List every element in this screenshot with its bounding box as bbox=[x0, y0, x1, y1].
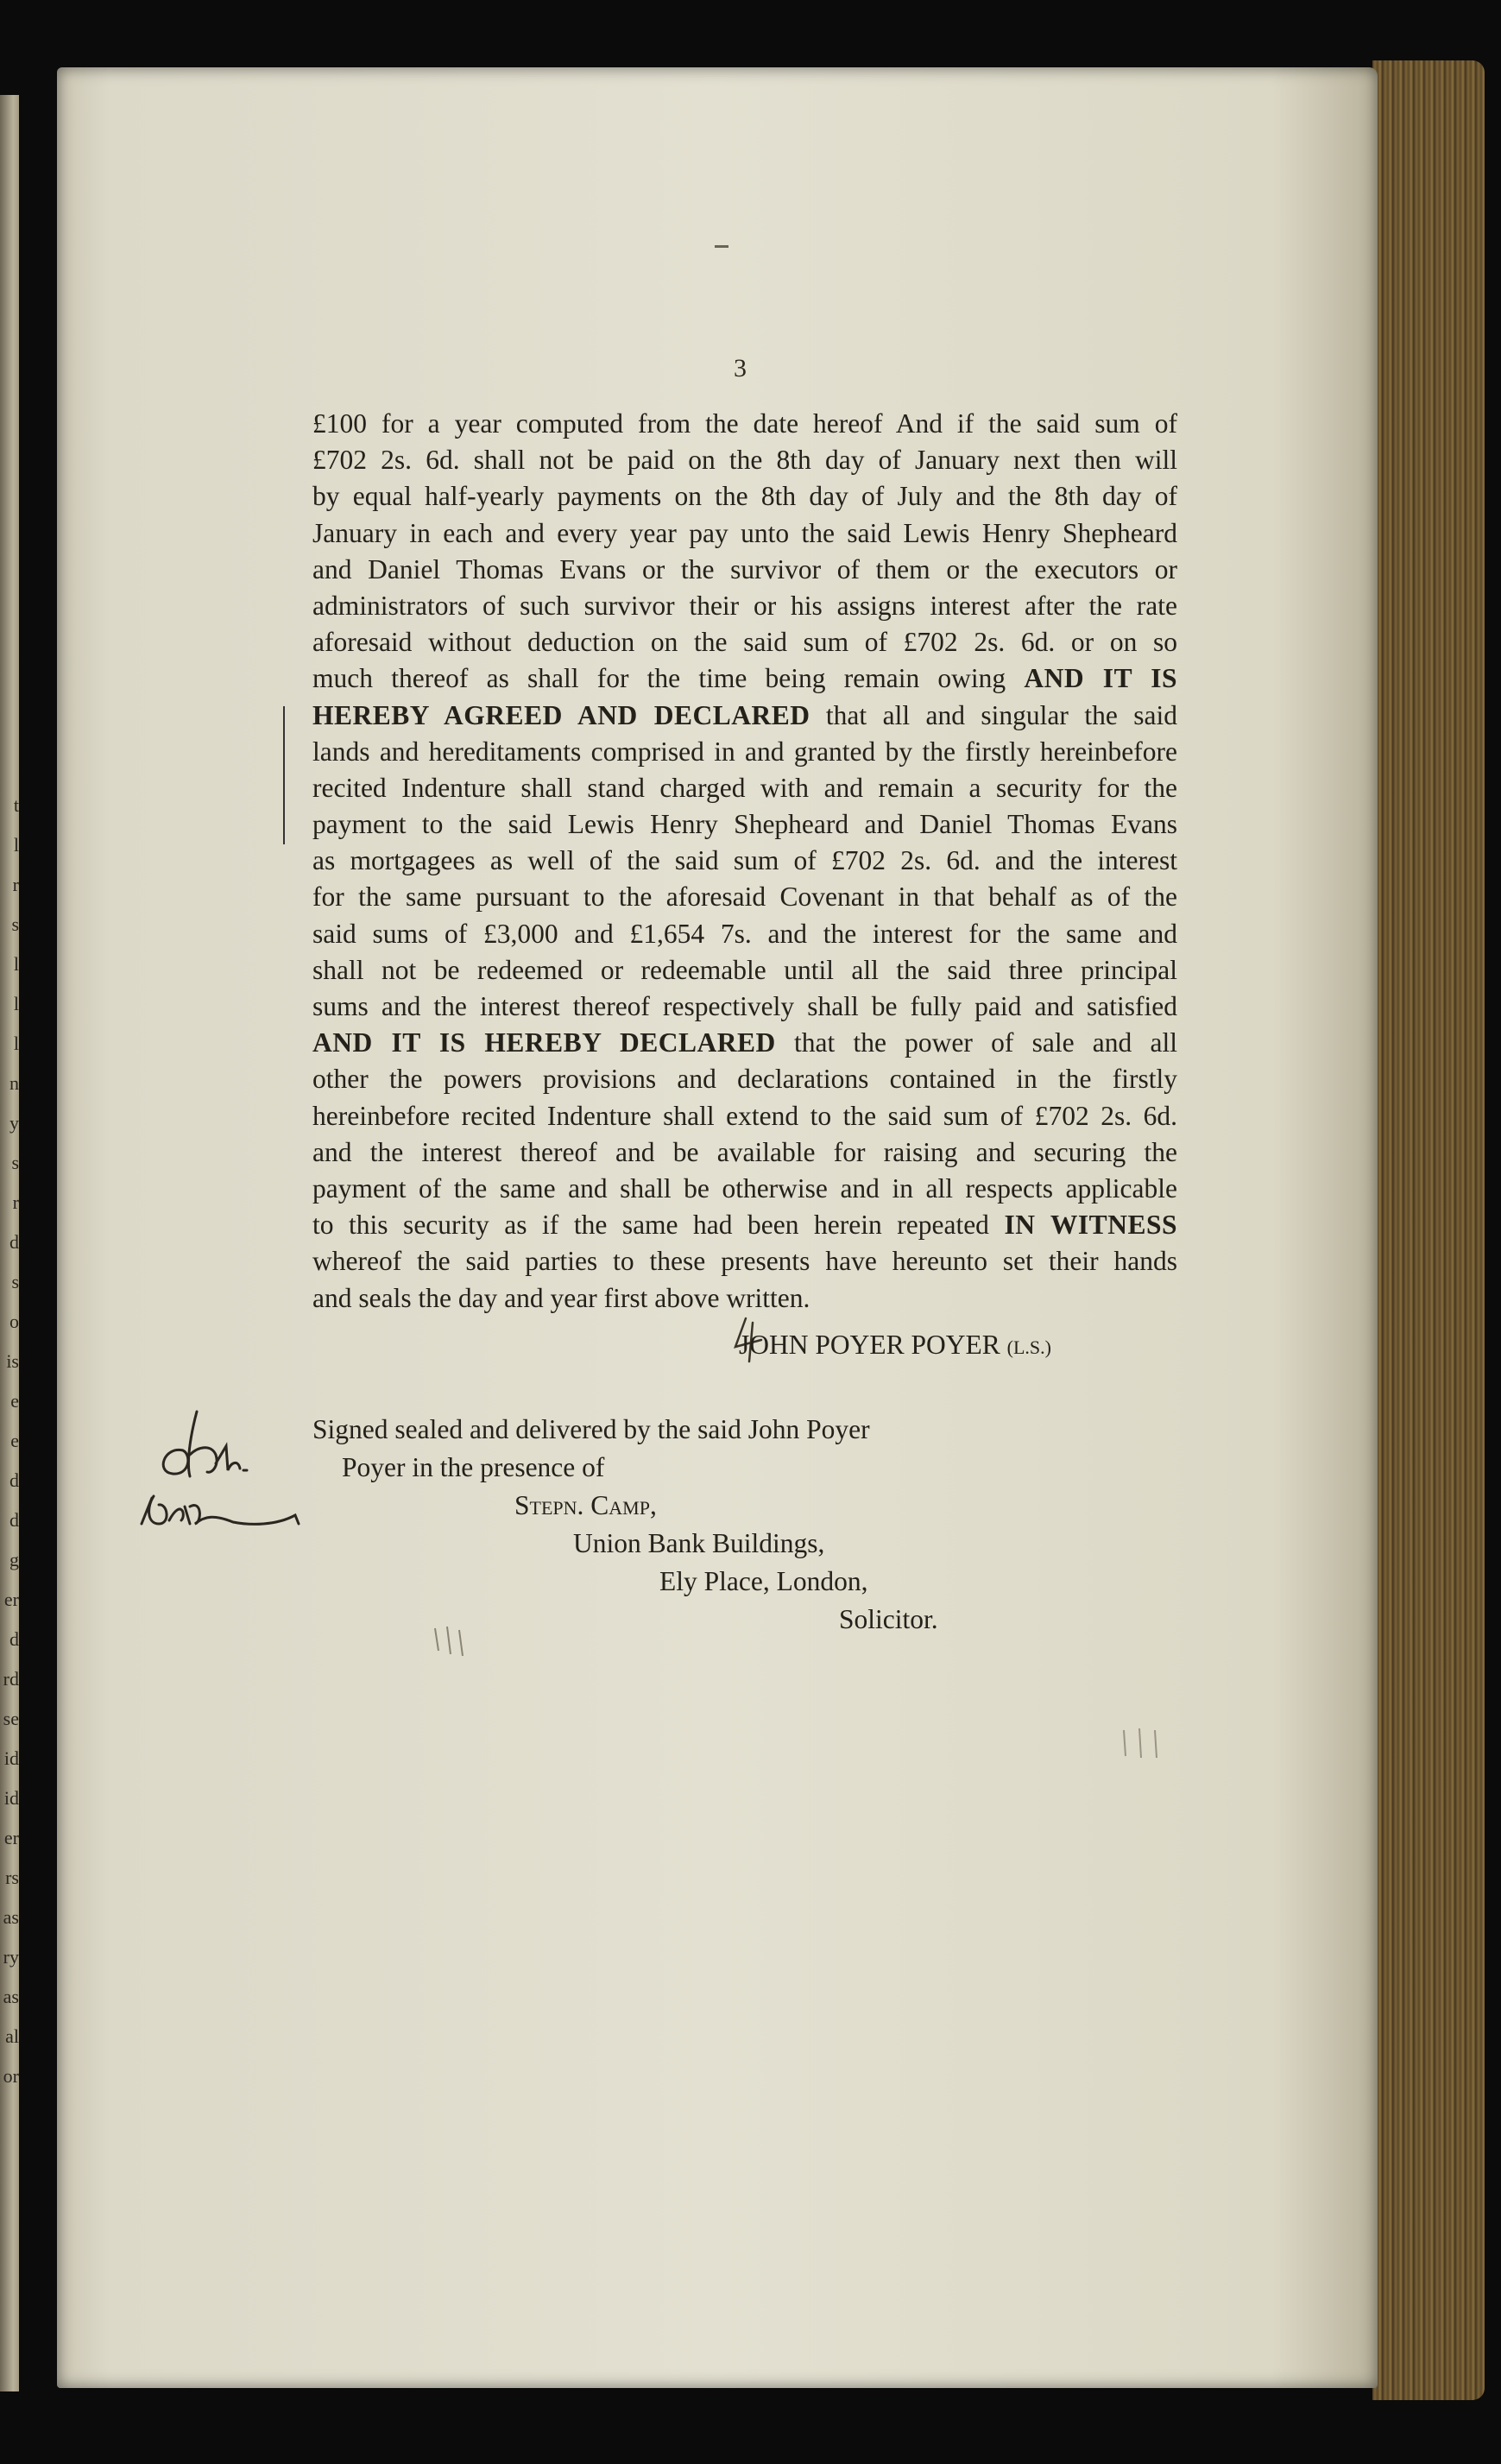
adjacent-page-text-fragment: l bbox=[13, 834, 19, 856]
body-line: £100 for a year computed from the date hereof And if the said sum of bbox=[312, 408, 1177, 439]
body-line: and Daniel Thomas Evans or the survivor of them or the executors or bbox=[312, 553, 1177, 584]
adjacent-page-text-fragment: er bbox=[3, 1827, 19, 1848]
adjacent-page-text-fragment: r bbox=[12, 874, 19, 895]
body-line: £702 2s. 6d. shall not be paid on the 8th day of January next then will bbox=[312, 445, 1177, 476]
signatory-line bbox=[739, 1330, 1051, 1361]
body-line: shall not be redeemed or redeemable until all the said three principal bbox=[312, 954, 1177, 985]
body-line: AND IT IS HEREBY DECLARED that the power of sale and all bbox=[312, 1027, 1177, 1058]
adjacent-page-text-fragment: l bbox=[13, 993, 19, 1014]
adjacent-page-text-fragment: s bbox=[11, 913, 19, 935]
body-line: whereof the said parties to these presents have hereunto set their hands bbox=[312, 1246, 1177, 1277]
adjacent-page-text-fragment: l bbox=[13, 1033, 19, 1054]
body-line: payment of the same and shall be otherwise and in all respects applicable bbox=[312, 1172, 1177, 1204]
body-line: HEREBY AGREED AND DECLARED that all and singular the said bbox=[312, 699, 1177, 730]
deed-body-text bbox=[312, 406, 1177, 1317]
adjacent-page-text-fragment: ry bbox=[3, 1946, 19, 1968]
adjacent-page-text-fragment: o bbox=[9, 1311, 19, 1332]
body-line: payment to the said Lewis Henry Shepheard and Daniel Thomas Evans bbox=[312, 809, 1177, 840]
body-line: to this security as if the same had been herein repeated IN WITNESS bbox=[312, 1210, 1177, 1241]
page-number: 3 bbox=[734, 354, 747, 382]
adjacent-page-text-fragment: t bbox=[13, 794, 19, 816]
body-line: other the powers provisions and declarations contained in the firstly bbox=[312, 1064, 1177, 1095]
body-line: said sums of £3,000 and £1,654 7s. and the interest for the same and bbox=[312, 918, 1177, 949]
adjacent-page-text-fragment: as bbox=[3, 1906, 19, 1928]
witness-name: Stepn. Camp, bbox=[514, 1490, 657, 1520]
pencil-tick-marks-icon-2 bbox=[1115, 1727, 1176, 1761]
attestation-line-1: Signed sealed and delivered by the said John Poyer bbox=[312, 1414, 870, 1444]
adjacent-page-text-fragment: g bbox=[9, 1549, 19, 1570]
adjacent-page-text-fragment: y bbox=[9, 1112, 19, 1134]
handwritten-margin-note-icon bbox=[129, 1394, 311, 1576]
seal-label: (L.S.) bbox=[1006, 1336, 1051, 1358]
adjacent-page-text-fragment: e bbox=[10, 1390, 19, 1412]
body-line: as mortgagees as well of the said sum of £702 2s. 6d. and the interest bbox=[312, 845, 1177, 876]
adjacent-page-text-fragment: r bbox=[12, 1191, 19, 1213]
adjacent-page-text-fragment: d bbox=[9, 1231, 19, 1253]
body-line: lands and hereditaments comprised in and granted by the firstly hereinbefore bbox=[312, 736, 1177, 767]
book-page-stack bbox=[1372, 60, 1485, 2400]
attestation-clause bbox=[312, 1411, 938, 1639]
adjacent-page-text-fragment: e bbox=[10, 1430, 19, 1451]
body-line: aforesaid without deduction on the said sum of £702 2s. 6d. or on so bbox=[312, 627, 1177, 658]
attestation-line-2: Poyer in the presence of bbox=[342, 1452, 605, 1482]
adjacent-page-text-fragment: se bbox=[3, 1708, 19, 1729]
adjacent-page-text-fragment: is bbox=[6, 1350, 19, 1372]
adjacent-page-text-fragment: rd bbox=[3, 1668, 19, 1690]
adjacent-page-text-fragment: er bbox=[3, 1589, 19, 1610]
adjacent-page-text-fragment: id bbox=[3, 1787, 19, 1809]
body-line: by equal half-yearly payments on the 8th day of July and the 8th day of bbox=[312, 481, 1177, 512]
adjacent-page-text-fragment: l bbox=[13, 953, 19, 975]
pencil-tick-marks-icon bbox=[428, 1625, 480, 1659]
adjacent-page-text-fragment: s bbox=[11, 1271, 19, 1292]
margin-bracket-mark bbox=[283, 706, 290, 844]
witness-address-1: Union Bank Buildings, bbox=[573, 1528, 825, 1558]
adjacent-page-edge bbox=[0, 95, 19, 2391]
adjacent-page-text-fragment: rs bbox=[5, 1867, 19, 1888]
witness-role: Solicitor. bbox=[839, 1604, 938, 1634]
body-line: January in each and every year pay unto the said Lewis Henry Shepheard bbox=[312, 517, 1177, 548]
adjacent-page-text-fragment: or bbox=[3, 2065, 19, 2087]
adjacent-page-text-fragment: al bbox=[5, 2025, 19, 2047]
adjacent-page-text-fragment: id bbox=[3, 1747, 19, 1769]
body-line: hereinbefore recited Indenture shall extend to the said sum of £702 2s. 6d. bbox=[312, 1100, 1177, 1131]
adjacent-page-text-fragment: as bbox=[3, 1986, 19, 2007]
adjacent-page-text-fragment: n bbox=[9, 1072, 19, 1094]
signatory-name: JOHN POYER POYER bbox=[739, 1330, 1000, 1360]
body-line: sums and the interest thereof respectively shall be fully paid and satisfied bbox=[312, 991, 1177, 1021]
adjacent-page-text-fragment: s bbox=[11, 1152, 19, 1173]
adjacent-page-text-fragment: d bbox=[9, 1469, 19, 1491]
witness-address-2: Ely Place, London, bbox=[659, 1566, 868, 1596]
adjacent-page-text-fragment: d bbox=[9, 1509, 19, 1531]
body-line: recited Indenture shall stand charged with and remain a security for the bbox=[312, 772, 1177, 803]
body-line: and the interest thereof and be available for raising and securing the bbox=[312, 1136, 1177, 1167]
adjacent-page-text-fragment: d bbox=[9, 1628, 19, 1650]
body-line: for the same pursuant to the aforesaid Covenant in that behalf as of the bbox=[312, 881, 1177, 913]
body-line: much thereof as shall for the time being remain owing AND IT IS bbox=[312, 663, 1177, 694]
body-line: and seals the day and year first above written. bbox=[312, 1282, 810, 1313]
body-line: administrators of such survivor their or his assigns interest after the rate bbox=[312, 590, 1177, 621]
printer-mark bbox=[715, 245, 728, 248]
